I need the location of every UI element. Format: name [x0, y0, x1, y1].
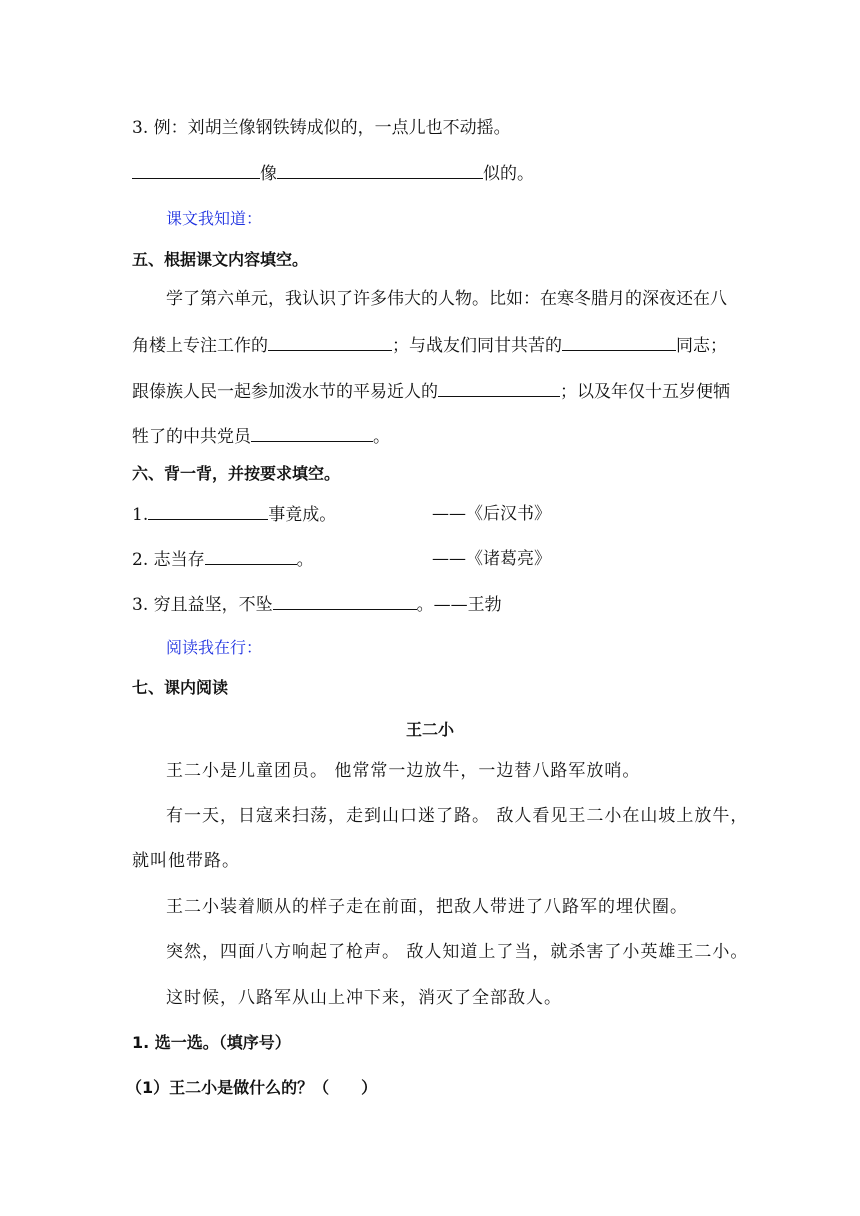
section5-line-1: 学了第六单元，我认识了许多伟大的人物。比如：在寒冬腊月的深夜还在八: [166, 289, 727, 309]
blank[interactable]: [132, 161, 260, 179]
section5-heading: 五、根据课文内容填空。: [132, 250, 309, 269]
section-label-yuedu: 阅读我在行：: [166, 638, 263, 657]
quote-source: ——《诸葛亮》: [432, 549, 551, 569]
story-paragraph: 王二小是儿童团员。 他常常一边放牛，一边替八路军放哨。: [166, 761, 641, 781]
section-label-kewen: 课文我知道：: [166, 209, 263, 228]
section6-item-3: 3. 穷且益坚，不坠 。——王勃: [132, 592, 502, 617]
section5-line-2: 角楼上专注工作的 ；与战友们同甘共苦的 同志；: [132, 333, 727, 358]
quote-source: ——《后汉书》: [432, 504, 551, 524]
section7-heading: 七、课内阅读: [132, 678, 229, 697]
blank[interactable]: [205, 547, 297, 565]
story-paragraph: 突然，四面八方响起了枪声。 敌人知道上了当，就杀害了小英雄王二小。: [166, 942, 749, 962]
question-1-1: （1）王二小是做什么的？（ ）: [126, 1078, 378, 1097]
story-paragraph: 王二小装着顺从的样子走在前面，把敌人带进了八路军的埋伏圈。: [166, 897, 688, 917]
section5-line-4: 牲了的中共党员 。: [132, 424, 390, 449]
section6-item-2: 2. 志当存 。 ——《诸葛亮》: [132, 549, 551, 570]
blank[interactable]: [277, 161, 483, 179]
story-paragraph: 有一天，日寇来扫荡，走到山口迷了路。 敌人看见王二小在山坡上放牛，: [166, 806, 749, 826]
blank[interactable]: [251, 424, 373, 442]
blank[interactable]: [268, 333, 392, 351]
section6-heading: 六、背一背，并按要求填空。: [132, 464, 341, 483]
question-1-heading: 1. 选一选。（填序号）: [132, 1033, 291, 1052]
story-paragraph: 就叫他带路。: [132, 851, 240, 871]
story-paragraph: 这时候，八路军从山上冲下来，消灭了全部敌人。: [166, 988, 562, 1008]
q3-example: 3. 例：刘胡兰像钢铁铸成似的，一点儿也不动摇。: [132, 118, 511, 138]
q3-fill-line: 像 似的。: [132, 161, 534, 186]
blank[interactable]: [273, 592, 417, 610]
section5-line-3: 跟傣族人民一起参加泼水节的平易近人的 ；以及年仅十五岁便牺: [132, 379, 730, 404]
story-title: 王二小: [405, 720, 454, 739]
blank[interactable]: [148, 502, 268, 520]
blank[interactable]: [562, 333, 676, 351]
blank[interactable]: [438, 379, 560, 397]
section6-item-1: 1. 事竟成。 ——《后汉书》: [132, 504, 551, 525]
